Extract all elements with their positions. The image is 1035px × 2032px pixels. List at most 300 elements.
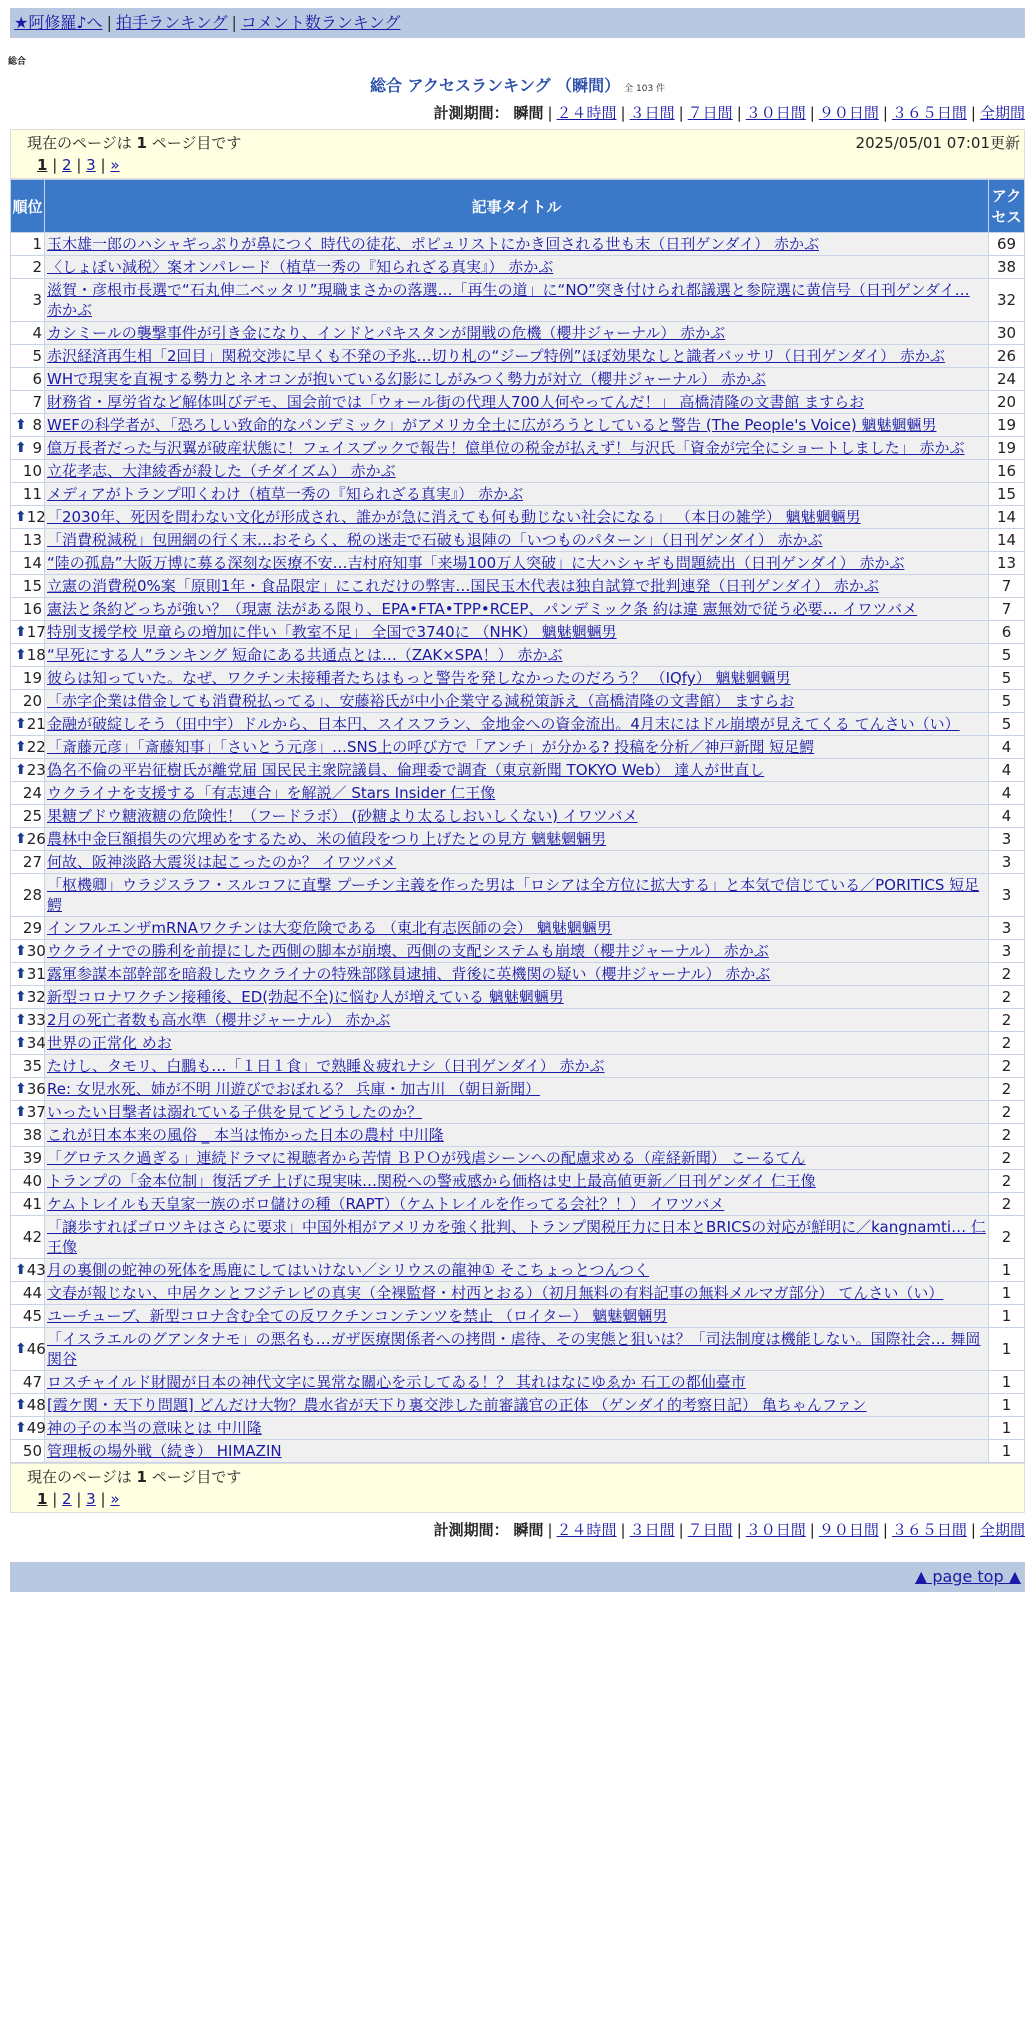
rank-number: 4 <box>32 324 42 342</box>
access-count: 19 <box>989 414 1025 437</box>
title-cell <box>45 1032 989 1055</box>
col-rank-header: 順位 <box>11 180 45 233</box>
rank-cell <box>11 1371 45 1394</box>
table-row <box>11 1009 1025 1032</box>
rank-number: 34 <box>26 1034 46 1052</box>
period-option[interactable]: ３６５日間 <box>891 104 967 122</box>
article-link[interactable]: インフルエンザmRNAワクチンは大変危険である （東北有志医師の会） 魑魅魍魎男 <box>47 919 612 937</box>
article-link[interactable]: 立憲の消費税0%案「原則1年・食品限定」にこれだけの弊害…国民玉木代表は独自試算で批判連発（日刊ゲンダイ） 赤かぶ <box>47 577 879 595</box>
title-cell <box>45 460 989 483</box>
pagination <box>27 154 1020 176</box>
rank-number: 23 <box>26 761 46 779</box>
article-link[interactable]: 偽名不倫の平岩征樹氏が離党届 国民民主衆院議員、倫理委で調査（東京新聞 TOKYO Web） 達人が世直し <box>47 761 765 779</box>
pager-next-link[interactable]: » <box>110 1490 120 1508</box>
pager-link[interactable]: 2 <box>62 1490 72 1508</box>
access-count: 32 <box>989 279 1025 322</box>
article-link[interactable]: 「譲歩すればゴロツキはさらに要求」中国外相がアメリカを強く批判、トランプ関税圧力に日本とBRICSの対応が鮮明に／kangnamti… 仁王像 <box>47 1218 986 1256</box>
article-link[interactable]: 農林中金巨額損失の穴埋めをするため、米の値段をつり上げたとの見方 魑魅魍魎男 <box>47 830 607 848</box>
access-count: 2 <box>989 1193 1025 1216</box>
period-label: 計測期間： <box>433 104 509 122</box>
access-count: 15 <box>989 483 1025 506</box>
article-link[interactable]: メディアがトランプ叩くわけ（植草一秀の『知られざる真実』） 赤かぶ <box>47 485 524 503</box>
rank-up-arrow-icon: ⬆ <box>15 417 27 433</box>
rank-cell <box>11 805 45 828</box>
pager-link[interactable]: 3 <box>86 156 96 174</box>
rank-number: 45 <box>22 1307 42 1325</box>
title-cell <box>45 690 989 713</box>
rank-cell <box>11 233 45 256</box>
rank-cell <box>11 368 45 391</box>
article-link[interactable]: 立花孝志、大津綾香が殺した（チダイズム） 赤かぶ <box>47 462 396 480</box>
rank-number: 18 <box>26 646 46 664</box>
access-count: 3 <box>989 874 1025 917</box>
table-row <box>11 1078 1025 1101</box>
table-row <box>11 667 1025 690</box>
period-separator: | <box>547 104 553 122</box>
period-option[interactable]: ７日間 <box>687 104 733 122</box>
rank-number: 38 <box>22 1126 42 1144</box>
table-row <box>11 414 1025 437</box>
period-option[interactable]: ９０日間 <box>818 1521 879 1539</box>
rank-cell <box>11 552 45 575</box>
table-row <box>11 391 1025 414</box>
article-link[interactable]: 財務省・厚労省など解体叫びデモ、国会前では「ウォール街の代理人700人何やってんだ！」 高橋清隆の文書館 ますらお <box>47 393 865 411</box>
rank-up-arrow-icon: ⬆ <box>15 716 27 732</box>
rank-cell <box>11 713 45 736</box>
title-cell <box>45 986 989 1009</box>
rank-cell <box>11 986 45 1009</box>
rank-up-arrow-icon: ⬆ <box>15 989 27 1005</box>
access-count: 5 <box>989 713 1025 736</box>
article-link[interactable]: ウクライナを支援する「有志連合」を解説／ Stars Insider 仁王像 <box>47 784 496 802</box>
rank-cell <box>11 851 45 874</box>
title-cell <box>45 1440 989 1463</box>
period-selector <box>0 102 1025 123</box>
rank-number: 27 <box>22 853 42 871</box>
updated-timestamp: 2025/05/01 07:01更新 <box>855 134 1020 152</box>
table-row <box>11 575 1025 598</box>
table-row <box>11 1055 1025 1078</box>
rank-number: 1 <box>32 235 42 253</box>
article-link[interactable]: ユーチューブ、新型コロナ含む全ての反ワクチンコンテンツを禁止 （ロイター） 魑魅魍魎男 <box>47 1307 668 1325</box>
rank-number: 35 <box>22 1057 42 1075</box>
article-link[interactable]: 露軍参謀本部幹部を暗殺したウクライナの特殊部隊員逮捕、背後に英機関の疑い（櫻井ジャーナル） 赤かぶ <box>47 965 771 983</box>
access-count: 4 <box>989 759 1025 782</box>
rank-number: 41 <box>22 1195 42 1213</box>
pager-next-link[interactable]: » <box>110 156 120 174</box>
access-count: 6 <box>989 621 1025 644</box>
table-row <box>11 1147 1025 1170</box>
pager-separator: | <box>95 156 111 174</box>
rank-number: 28 <box>22 886 42 904</box>
table-row <box>11 1282 1025 1305</box>
article-link[interactable]: 文春が報じない、中居クンとフジテレビの真実（全裸監督・村西とおる）（初月無料の有料記事の無料メルマガ部分） てんさい（い） <box>47 1284 944 1302</box>
period-option[interactable]: ３０日間 <box>745 1521 806 1539</box>
period-option[interactable]: ３６５日間 <box>891 1521 967 1539</box>
article-link[interactable]: 何故、阪神淡路大震災は起こったのか？ イワツバメ <box>47 853 397 871</box>
article-link[interactable]: 「グロテスク過ぎる」連続ドラマに視聴者から苦情 ＢＰＯが残虐シーンへの配慮求める（産経新聞） こーるてん <box>47 1149 806 1167</box>
title-cell <box>45 1394 989 1417</box>
article-link[interactable]: 玉木雄一郎のハシャギっぷりが鼻につく 時代の徒花、ポピュリストにかき回される世も末（日刊ゲンダイ） 赤かぶ <box>47 235 819 253</box>
pagination <box>27 1488 1020 1510</box>
rank-up-arrow-icon: ⬆ <box>15 943 27 959</box>
title-cell <box>45 552 989 575</box>
period-separator: | <box>678 104 684 122</box>
access-count: 24 <box>989 368 1025 391</box>
table-row <box>11 874 1025 917</box>
article-link[interactable]: 憲法と条約どっちが強い？（現憲 法がある限り、EPA•FTA•TPP•RCEP、パンデミック条 約は違 憲無効で従う必要… イワツバメ <box>47 600 918 618</box>
rank-cell <box>11 1147 45 1170</box>
rank-number: 17 <box>26 623 46 641</box>
access-count: 5 <box>989 690 1025 713</box>
rank-number: 8 <box>32 416 42 434</box>
article-link[interactable]: 「斎藤元彦」「斎藤知事」「さいとう元彦」…SNS上の呼び方で「アンチ」が分かる? 投稿を分析／神戸新聞 短足鰐 <box>47 738 815 756</box>
period-option[interactable]: ９０日間 <box>818 104 879 122</box>
article-link[interactable]: いったい目撃者は溺れている子供を見てどうしたのか？ <box>47 1103 423 1121</box>
title-cell <box>45 1282 989 1305</box>
table-row <box>11 1259 1025 1282</box>
period-option[interactable]: 全期間 <box>979 1521 1025 1539</box>
page-top-link[interactable]: ▲ page top ▲ <box>914 1567 1021 1586</box>
article-link[interactable]: 新型コロナワクチン接種後、ED(勃起不全)に悩む人が増えている 魑魅魍魎男 <box>47 988 564 1006</box>
article-link[interactable]: これが日本本来の風俗 _ 本当は怖かった日本の農村 中川隆 <box>47 1126 444 1144</box>
page-info-box-bottom <box>10 1463 1025 1513</box>
access-count: 14 <box>989 529 1025 552</box>
table-row <box>11 621 1025 644</box>
rank-number: 39 <box>22 1149 42 1167</box>
title-cell <box>45 506 989 529</box>
period-option[interactable]: ３日間 <box>629 1521 675 1539</box>
rank-up-arrow-icon: ⬆ <box>15 1262 27 1278</box>
rank-cell <box>11 1216 45 1259</box>
top-nav-bar <box>10 8 1025 38</box>
period-option[interactable]: ３０日間 <box>745 104 806 122</box>
article-link[interactable]: [霞ケ関・天下り問題] どんだけ大物？農水省が天下り裏交渉した前審議官の正体 （ゲンダイ的考察日記） 亀ちゃんファン <box>47 1396 867 1414</box>
rank-number: 44 <box>22 1284 42 1302</box>
article-link[interactable]: 金融が破綻しそう（田中宇）ドルから、日本円、スイスフラン、金地金への資金流出。4月末にはドル崩壊が見えてくる てんさい（い） <box>47 715 960 733</box>
rank-cell <box>11 391 45 414</box>
table-row <box>11 483 1025 506</box>
rank-number: 21 <box>26 715 46 733</box>
rank-cell <box>11 256 45 279</box>
rank-up-arrow-icon: ⬆ <box>15 440 27 456</box>
title-cell <box>45 1328 989 1371</box>
table-row <box>11 759 1025 782</box>
rank-cell <box>11 1170 45 1193</box>
period-option[interactable]: 全期間 <box>979 104 1025 122</box>
access-count: 1 <box>989 1394 1025 1417</box>
rank-up-arrow-icon: ⬆ <box>15 966 27 982</box>
rank-number: 43 <box>26 1261 46 1279</box>
title-cell <box>45 414 989 437</box>
table-row <box>11 1216 1025 1259</box>
title-cell <box>45 917 989 940</box>
access-count: 2 <box>989 986 1025 1009</box>
rank-cell <box>11 460 45 483</box>
rank-number: 11 <box>22 485 42 503</box>
article-link[interactable]: 億万長者だった与沢翼が破産状態に！フェイスブックで報告！億単位の税金が払えず！与沢氏「資金が完全にショートしました」 赤かぶ <box>47 439 965 457</box>
access-count: 2 <box>989 1032 1025 1055</box>
period-separator: | <box>678 1521 684 1539</box>
article-link[interactable]: 世界の正常化 めお <box>47 1034 172 1052</box>
rank-number: 9 <box>32 439 42 457</box>
pager-separator: | <box>47 1490 63 1508</box>
article-link[interactable]: 「赤字企業は借金しても消費税払ってる」、安藤裕氏が中小企業守る減税策訴え（高橋清隆の文書館） ますらお <box>47 692 795 710</box>
access-count: 16 <box>989 460 1025 483</box>
rank-cell <box>11 1305 45 1328</box>
article-link[interactable]: “早死にする人”ランキング 短命にある共通点とは…（ZAK×SPA！） 赤かぶ <box>47 646 563 664</box>
rank-cell <box>11 1417 45 1440</box>
title-cell <box>45 963 989 986</box>
article-link[interactable]: 「消費税減税」包囲網の行く末…おそらく、税の迷走で石破も退陣の「いつものパターン」（日刊ゲンダイ） 赤かぶ <box>47 531 823 549</box>
rank-number: 50 <box>22 1442 42 1460</box>
access-count: 1 <box>989 1328 1025 1371</box>
rank-number: 15 <box>22 577 42 595</box>
table-row <box>11 1371 1025 1394</box>
table-row <box>11 986 1025 1009</box>
nav-separator: | <box>106 13 112 32</box>
pager-link[interactable]: 2 <box>62 156 72 174</box>
period-separator: | <box>970 1521 976 1539</box>
rank-up-arrow-icon: ⬆ <box>15 1035 27 1051</box>
access-count: 7 <box>989 575 1025 598</box>
title-cell <box>45 1305 989 1328</box>
category-tag: 総合 <box>8 57 27 67</box>
table-row <box>11 963 1025 986</box>
title-cell <box>45 1259 989 1282</box>
access-count: 69 <box>989 233 1025 256</box>
rank-cell <box>11 621 45 644</box>
article-link[interactable]: 〈しょぼい減税〉案オンパレード（植草一秀の『知られざる真実』） 赤かぶ <box>47 258 554 276</box>
access-count: 4 <box>989 782 1025 805</box>
rank-cell <box>11 575 45 598</box>
access-count: 20 <box>989 391 1025 414</box>
access-count: 1 <box>989 1305 1025 1328</box>
period-separator: | <box>620 104 626 122</box>
article-link[interactable]: たけし、タモリ、白鵬も…「１日１食」で熟睡＆疲れナシ（日刊ゲンダイ） 赤かぶ <box>47 1057 605 1075</box>
title-cell <box>45 828 989 851</box>
period-option[interactable]: ３日間 <box>629 104 675 122</box>
title-cell <box>45 851 989 874</box>
title-cell <box>45 1009 989 1032</box>
rank-up-arrow-icon: ⬆ <box>15 1341 27 1357</box>
rank-up-arrow-icon: ⬆ <box>15 624 27 640</box>
title-cell <box>45 782 989 805</box>
table-row <box>11 437 1025 460</box>
rank-cell <box>11 644 45 667</box>
rank-number: 16 <box>22 600 42 618</box>
access-count: 5 <box>989 667 1025 690</box>
table-row <box>11 1170 1025 1193</box>
access-count: 13 <box>989 552 1025 575</box>
access-count: 4 <box>989 805 1025 828</box>
access-count: 30 <box>989 322 1025 345</box>
table-row <box>11 1417 1025 1440</box>
rank-cell <box>11 828 45 851</box>
table-row <box>11 805 1025 828</box>
rank-number: 3 <box>32 291 42 309</box>
article-link[interactable]: WEFの科学者が、「恐ろしい致命的なパンデミック」がアメリカ全土に広がろうとしていると警告 (The People's Voice) 魑魅魍魎男 <box>47 416 937 434</box>
table-row <box>11 506 1025 529</box>
rank-number: 31 <box>26 965 46 983</box>
access-count: 2 <box>989 1078 1025 1101</box>
access-count: 1 <box>989 1282 1025 1305</box>
title-cell <box>45 1170 989 1193</box>
article-link[interactable]: ウクライナでの勝利を前提にした西側の脚本が崩壊、西側の支配システムも崩壊（櫻井ジャーナル） 赤かぶ <box>47 942 769 960</box>
article-link[interactable]: “陸の孤島”大阪万博に募る深刻な医療不安…吉村府知事「来場100万人突破」に大ハシャギも問題続出（日刊ゲンダイ） 赤かぶ <box>47 554 905 572</box>
article-link[interactable]: 「枢機卿」ウラジスラフ・スルコフに直撃 プーチン主義を作った男は「ロシアは全方位に拡大する」と本気で信じている／PORITICS 短足鰐 <box>47 876 980 914</box>
page-info-box <box>10 129 1025 179</box>
rank-number: 24 <box>22 784 42 802</box>
title-cell <box>45 736 989 759</box>
pager-link[interactable]: 3 <box>86 1490 96 1508</box>
title-cell <box>45 437 989 460</box>
table-row <box>11 1394 1025 1417</box>
article-link[interactable]: 赤沢経済再生相「2回目」関税交渉に早くも不発の予兆…切り札の“ジープ特例”ほぼ効果なしと識者バッサリ（日刊ゲンダイ） 赤かぶ <box>47 347 945 365</box>
table-row <box>11 828 1025 851</box>
table-row <box>11 1328 1025 1371</box>
nav-separator: | <box>231 13 237 32</box>
rank-cell <box>11 917 45 940</box>
period-option: 瞬間 <box>513 104 544 122</box>
access-count: 2 <box>989 1055 1025 1078</box>
article-link[interactable]: 彼らは知っていた。なぜ、ワクチン未接種者たちはもっと警告を発しなかったのだろう？ （IQfy） 魑魅魍魎男 <box>47 669 791 687</box>
rank-cell <box>11 1009 45 1032</box>
access-count: 1 <box>989 1417 1025 1440</box>
article-link[interactable]: 月の裏側の蛇神の死体を馬鹿にしてはいけない／シリウスの龍神① そこちょっとつんつく <box>47 1261 650 1279</box>
rank-number: 7 <box>32 393 42 411</box>
article-link[interactable]: 管理板の場外戦（続き） HIMAZIN <box>47 1442 282 1460</box>
access-count: 3 <box>989 940 1025 963</box>
access-count: 2 <box>989 963 1025 986</box>
table-row <box>11 345 1025 368</box>
period-option[interactable]: ２４時間 <box>556 1521 617 1539</box>
rank-cell <box>11 1078 45 1101</box>
rank-up-arrow-icon: ⬆ <box>15 831 27 847</box>
table-row <box>11 1193 1025 1216</box>
period-separator: | <box>882 104 888 122</box>
rank-number: 48 <box>26 1396 46 1414</box>
article-link[interactable]: カシミールの襲撃事件が引き金になり、インドとパキスタンが開戦の危機（櫻井ジャーナル） 赤かぶ <box>47 324 726 342</box>
period-separator: | <box>882 1521 888 1539</box>
rank-cell <box>11 782 45 805</box>
table-row <box>11 322 1025 345</box>
title-cell <box>45 1216 989 1259</box>
table-row <box>11 644 1025 667</box>
pager-separator: | <box>47 156 63 174</box>
rank-cell <box>11 1055 45 1078</box>
col-title-header: 記事タイトル <box>45 180 989 233</box>
rank-number: 13 <box>22 531 42 549</box>
access-count: 3 <box>989 851 1025 874</box>
table-row <box>11 1101 1025 1124</box>
title-cell <box>45 483 989 506</box>
rank-cell <box>11 1440 45 1463</box>
title-cell <box>45 1078 989 1101</box>
table-row <box>11 690 1025 713</box>
title-cell <box>45 1147 989 1170</box>
period-option[interactable]: ７日間 <box>687 1521 733 1539</box>
article-link[interactable]: Re: 女児水死、姉が不明 川遊びでおぼれる？ 兵庫・加古川 （朝日新聞） <box>47 1080 541 1098</box>
article-link[interactable]: ケムトレイルも天皇家一族のボロ儲けの種（RAPT）（ケムトレイルを作ってる会社？！） イワツバメ <box>47 1195 725 1213</box>
rank-cell <box>11 1259 45 1282</box>
title-cell <box>45 233 989 256</box>
period-separator: | <box>970 104 976 122</box>
article-link[interactable]: 「イスラエルのグアンタナモ」の悪名も…ガザ医療関係者への拷問・虐待、その実態と狙いは？「司法制度は機能しない。国際社会… 舞岡関谷 <box>47 1330 981 1368</box>
period-separator: | <box>809 104 815 122</box>
footer-bar <box>10 1562 1025 1592</box>
period-label: 計測期間： <box>433 1521 509 1539</box>
title-cell <box>45 805 989 828</box>
article-link[interactable]: 2月の死亡者数も高水準（櫻井ジャーナル） 赤かぶ <box>47 1011 391 1029</box>
current-page-text: 現在のページは 1 ページ目です <box>27 1468 242 1486</box>
rank-cell <box>11 1282 45 1305</box>
title-cell <box>45 368 989 391</box>
comment-ranking-link[interactable]: コメント数ランキング <box>240 13 401 32</box>
rank-cell <box>11 736 45 759</box>
title-cell <box>45 1417 989 1440</box>
pager-current: 1 <box>37 156 48 174</box>
col-access-header: アクセス <box>989 180 1025 233</box>
table-row <box>11 940 1025 963</box>
period-separator: | <box>809 1521 815 1539</box>
article-link[interactable]: トランプの「金本位制」復活ブチ上げに現実味…関税への警戒感から価格は史上最高値更新／日刊ゲンダイ 仁王像 <box>47 1172 816 1190</box>
rank-number: 5 <box>32 347 42 365</box>
home-link[interactable]: ★阿修羅♪へ <box>14 13 103 32</box>
rank-number: 6 <box>32 370 42 388</box>
title-cell <box>45 345 989 368</box>
rank-cell <box>11 963 45 986</box>
article-link[interactable]: 「2030年、死因を問わない文化が形成され、誰かが急に消えても何も動じない社会になる」 （本日の雑学） 魑魅魍魎男 <box>47 508 861 526</box>
title-cell <box>45 644 989 667</box>
rank-number: 49 <box>26 1419 46 1437</box>
period-separator: | <box>620 1521 626 1539</box>
rank-number: 2 <box>32 258 42 276</box>
pager-separator: | <box>71 156 87 174</box>
rank-number: 26 <box>26 830 46 848</box>
article-link[interactable]: 神の子の本当の意味とは 中川隆 <box>47 1419 262 1437</box>
rank-cell <box>11 345 45 368</box>
access-count: 3 <box>989 828 1025 851</box>
rank-cell <box>11 1328 45 1371</box>
rank-number: 10 <box>22 462 42 480</box>
period-option[interactable]: ２４時間 <box>556 104 617 122</box>
rank-cell <box>11 506 45 529</box>
article-link[interactable]: 特別支援学校 児童らの増加に伴い「教室不足」 全国で3740に （NHK） 魑魅魍魎男 <box>47 623 617 641</box>
table-row <box>11 713 1025 736</box>
access-count: 19 <box>989 437 1025 460</box>
article-link[interactable]: WHで現実を直視する勢力とネオコンが抱いている幻影にしがみつく勢力が対立（櫻井ジャーナル） 赤かぶ <box>47 370 766 388</box>
table-row <box>11 256 1025 279</box>
article-link[interactable]: ロスチャイルド財閥が日本の神代文字に異常な關心を示してゐる！？ 其れはなにゆゑか 石工の都仙臺市 <box>47 1373 746 1391</box>
article-link[interactable]: 滋賀・彦根市長選で“石丸伸二ベッタリ”現職まさかの落選…「再生の道」に“NO”突き付けられ都議選と参院選に黄信号（日刊ゲンダイ… 赤かぶ <box>47 281 970 319</box>
rank-up-arrow-icon: ⬆ <box>15 1012 27 1028</box>
rank-cell <box>11 529 45 552</box>
article-link[interactable]: 果糖ブドウ糖液糖の危険性！（フードラボ） (砂糖より太るしおいしくない) イワツバメ <box>47 807 638 825</box>
rank-cell <box>11 1193 45 1216</box>
table-row <box>11 233 1025 256</box>
title-cell <box>45 256 989 279</box>
access-count: 2 <box>989 1147 1025 1170</box>
table-row <box>11 460 1025 483</box>
period-selector-bottom <box>0 1519 1025 1540</box>
rank-number: 42 <box>22 1228 42 1246</box>
clap-ranking-link[interactable]: 拍手ランキング <box>115 13 228 32</box>
pager-current: 1 <box>37 1490 48 1508</box>
access-count: 38 <box>989 256 1025 279</box>
rank-cell <box>11 874 45 917</box>
rank-cell <box>11 1394 45 1417</box>
